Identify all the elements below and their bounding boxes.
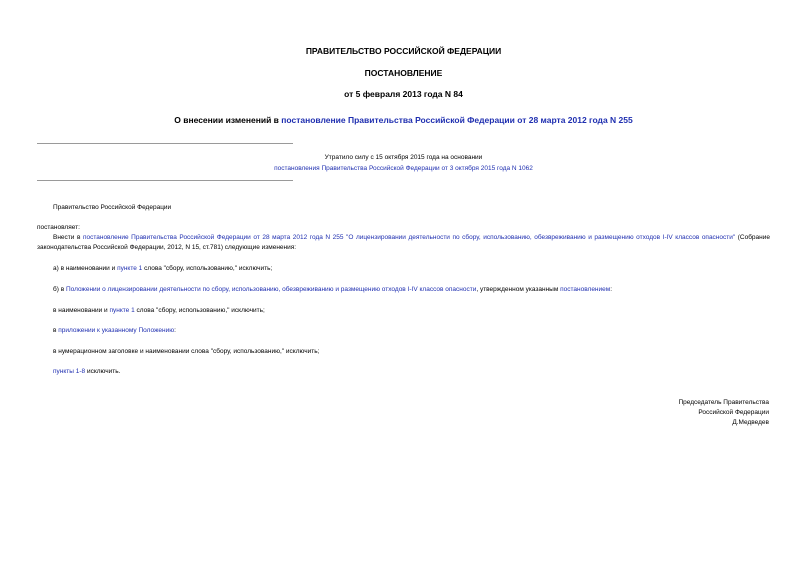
item-b-middle: , утвержденном указанным — [476, 286, 561, 293]
item-b-link-resolution[interactable]: постановлением — [560, 286, 611, 293]
item-f-paragraph — [53, 367, 120, 376]
note-divider-top — [37, 143, 293, 144]
signature-position: Председатель Правительства — [678, 399, 769, 406]
intro-prefix: Внести в — [53, 234, 83, 241]
decides-paragraph: постановляет: — [37, 224, 80, 231]
intro-link-resolution-255[interactable]: постановление Правительства Российской Федерации от 28 марта 2012 года N 255 "О лицензировании деятельности по сбору, использованию, обезвреживанию и размещению отходов I-IV классов опасности" — [82, 234, 736, 241]
item-b-prefix: б) в — [53, 286, 66, 293]
issuer-paragraph: Правительство Российской Федерации — [53, 204, 172, 211]
document-type-heading: ПОСТАНОВЛЕНИЕ — [364, 68, 443, 78]
repeal-note-line: Утратило силу с 15 октября 2015 года на основании — [324, 154, 483, 161]
intro-paragraph — [37, 233, 770, 253]
item-b-paragraph — [53, 285, 612, 294]
item-f-suffix: исключить. — [85, 368, 121, 375]
note-divider-bottom — [37, 180, 293, 181]
document-title — [0, 115, 807, 125]
item-c-suffix: слова "сбору, использованию," исключить; — [134, 307, 265, 314]
title-prefix: О внесении изменений в — [174, 115, 282, 125]
item-c-paragraph — [53, 306, 265, 315]
item-a-paragraph — [53, 264, 272, 273]
repeal-note-link-line — [0, 164, 807, 173]
item-d-link-appendix[interactable]: приложении к указанному Положению — [58, 327, 175, 334]
government-heading: ПРАВИТЕЛЬСТВО РОССИЙСКОЙ ФЕДЕРАЦИИ — [305, 46, 502, 56]
item-a-suffix: слова "сбору, использованию," исключить; — [142, 265, 273, 272]
item-e-paragraph: в нумерационном заголовке и наименовании слова "сбору, использованию," исключить; — [53, 348, 320, 355]
item-d-suffix: : — [174, 327, 176, 334]
item-c-link-point-1[interactable]: пункте 1 — [109, 307, 135, 314]
item-c-prefix: в наименовании и — [53, 307, 110, 314]
item-d-prefix: в — [53, 327, 59, 334]
item-a-link-point-1[interactable]: пункте 1 — [117, 265, 143, 272]
item-a-prefix: а) в наименовании и — [53, 265, 118, 272]
title-link-resolution-255[interactable]: постановление Правительства Российской Федерации от 28 марта 2012 года N 255 — [281, 115, 633, 125]
item-f-link-points-1-8[interactable]: пункты 1-8 — [53, 368, 86, 375]
signature-organization: Российской Федерации — [698, 409, 769, 416]
item-b-suffix: : — [610, 286, 613, 293]
repeal-resolution-link[interactable]: постановления Правительства Российской Федерации от 3 октября 2015 года N 1062 — [274, 165, 533, 172]
signature-name: Д.Медведев — [732, 419, 769, 426]
item-b-link-regulation[interactable]: Положении о лицензировании деятельности по сбору, использованию, обезвреживанию и размещению отходов I-IV классов опасности — [65, 286, 477, 293]
intro-suffix: (Собрание законодательства Российской Федерации, 2012, N 15, ст.781) следующие изменения: — [37, 234, 770, 251]
document-date-number: от 5 февраля 2013 года N 84 — [344, 89, 463, 99]
item-d-paragraph — [53, 326, 176, 335]
